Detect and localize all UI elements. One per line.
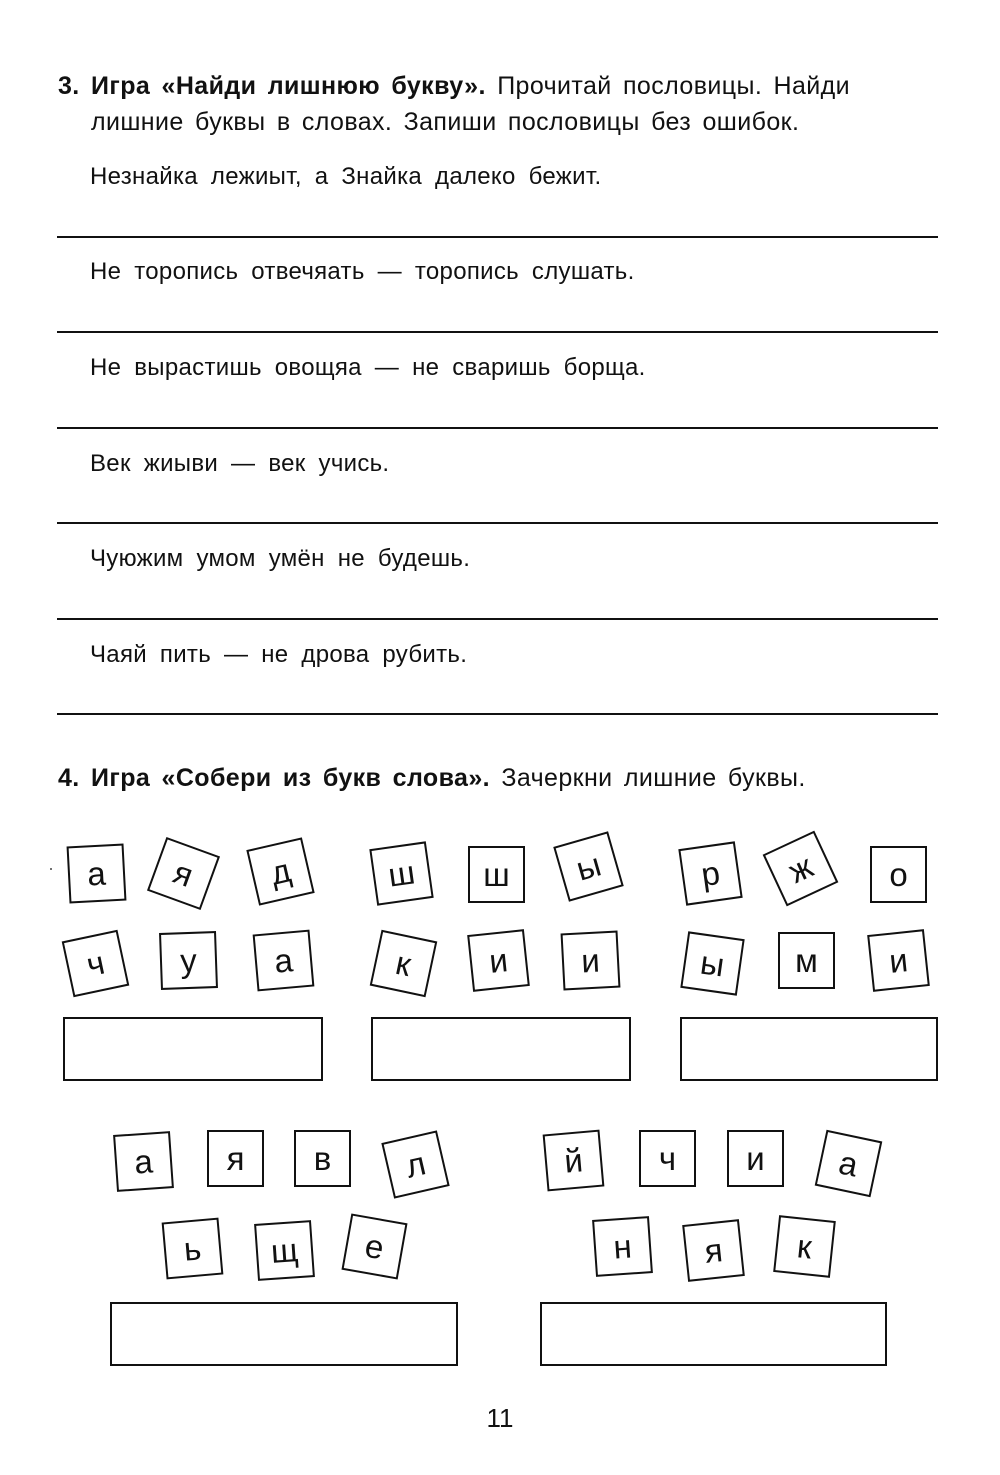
letter-tile[interactable]: д <box>246 837 314 905</box>
answer-line-1[interactable] <box>57 236 938 238</box>
answer-line-2[interactable] <box>57 331 938 333</box>
letter-tile[interactable]: и <box>727 1130 784 1187</box>
task3-instruction-1: Прочитай пословицы. Найди <box>497 72 851 100</box>
print-speck <box>50 868 52 870</box>
task3-instruction-2: лишние буквы в словах. Запиши пословицы без ошибок. <box>91 108 800 136</box>
letter-tile[interactable]: я <box>682 1219 745 1282</box>
letter-tile[interactable]: ы <box>680 931 744 995</box>
task4-instruction: Зачеркни лишние буквы. <box>501 764 806 792</box>
letter-tile[interactable]: е <box>341 1213 407 1279</box>
answer-box-5[interactable] <box>540 1302 887 1366</box>
answer-line-4[interactable] <box>57 522 938 524</box>
letter-tile[interactable]: у <box>159 931 218 990</box>
letter-tile[interactable]: о <box>870 846 927 903</box>
letter-tile[interactable]: а <box>253 930 315 992</box>
letter-tile[interactable]: я <box>207 1130 264 1187</box>
letter-tile[interactable]: ь <box>162 1218 224 1280</box>
letter-tile[interactable]: ш <box>468 846 525 903</box>
letter-tile[interactable]: а <box>67 844 127 904</box>
letter-tile[interactable]: ч <box>62 930 130 998</box>
letter-tile[interactable]: ч <box>639 1130 696 1187</box>
letter-tile[interactable]: н <box>592 1216 653 1277</box>
proverb-2: Не торопись отвечяать — торопись слушать. <box>90 258 635 285</box>
letter-tile[interactable]: к <box>773 1215 836 1278</box>
letter-tile[interactable]: а <box>113 1131 174 1192</box>
letter-tile[interactable]: р <box>678 841 742 905</box>
letter-tile[interactable]: й <box>543 1130 605 1192</box>
letter-tile[interactable]: я <box>147 837 220 910</box>
answer-box-2[interactable] <box>371 1017 631 1081</box>
letter-tile[interactable]: м <box>778 932 835 989</box>
answer-line-5[interactable] <box>57 618 938 620</box>
letter-tile[interactable]: ж <box>763 831 839 907</box>
proverb-6: Чаяй пить — не дрова рубить. <box>90 641 468 668</box>
letter-tile[interactable]: и <box>561 931 621 991</box>
letter-tile[interactable]: ы <box>553 831 624 902</box>
answer-box-1[interactable] <box>63 1017 323 1081</box>
letter-tile[interactable]: и <box>467 929 530 992</box>
task3-heading: 3. Игра «Найди лишнюю букву». Прочитай пословицы. Найди лишние буквы в словах. Запиши пословицы без ошибок. <box>58 68 943 140</box>
page-number: 11 <box>486 1403 514 1433</box>
answer-line-6[interactable] <box>57 713 938 715</box>
answer-box-3[interactable] <box>680 1017 938 1081</box>
letter-tile[interactable]: и <box>867 929 930 992</box>
proverb-3: Не вырастишь овощяа — не сваришь борща. <box>90 354 646 381</box>
answer-box-4[interactable] <box>110 1302 458 1366</box>
answer-line-3[interactable] <box>57 427 938 429</box>
proverb-4: Век жиыви — век учись. <box>90 450 390 477</box>
letter-tile[interactable]: щ <box>254 1220 315 1281</box>
task4-heading: 4. Игра «Собери из букв слова». Зачеркни лишние буквы. <box>58 764 806 792</box>
letter-tile[interactable]: а <box>815 1130 883 1198</box>
proverb-5: Чуюжим умом умён не будешь. <box>90 545 471 572</box>
proverb-1: Незнайка лежиыт, а Знайка далеко бежит. <box>90 163 602 190</box>
letter-tile[interactable]: к <box>370 930 438 998</box>
letter-tile[interactable]: в <box>294 1130 351 1187</box>
letter-tile[interactable]: л <box>381 1130 449 1198</box>
letter-tile[interactable]: ш <box>369 841 433 905</box>
